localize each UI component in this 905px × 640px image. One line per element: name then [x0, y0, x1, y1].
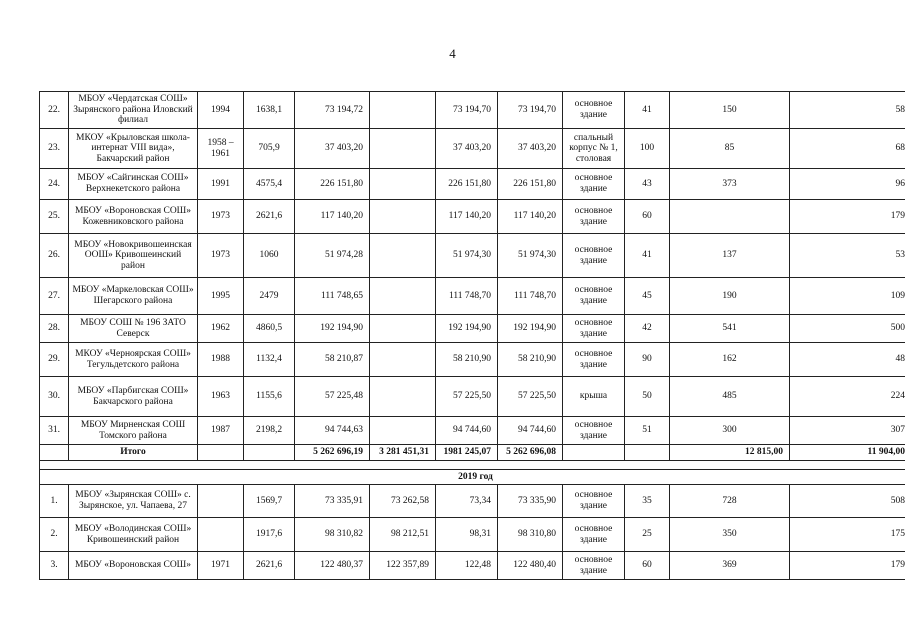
- cell-building-part: крыша: [563, 377, 625, 417]
- document-table: [39, 91, 905, 580]
- cell-area: 1917,6: [244, 518, 295, 552]
- cell-school-name: МБОУ «Парбигская СОШ» Бакчарского района: [69, 377, 198, 417]
- table-row: [40, 485, 905, 518]
- cell-student-count: 508: [790, 485, 905, 518]
- cell-school-name: МБОУ «Чердатская СОШ» Зырянского района Иловский филиал: [69, 92, 198, 129]
- cell-area: 2479: [244, 278, 295, 315]
- cell-year: 1991: [198, 169, 244, 200]
- cell-capacity: 485: [670, 377, 790, 417]
- cell-federal-funds: 73 262,58: [370, 485, 436, 518]
- cell-wear-percent: 45: [625, 278, 670, 315]
- cell-building-part: основное здание: [563, 417, 625, 445]
- cell-number: 26.: [40, 234, 69, 278]
- cell-year: 1988: [198, 343, 244, 377]
- cell-federal-funds: [370, 129, 436, 169]
- cell-building-part: основное здание: [563, 552, 625, 580]
- cell-capacity: 373: [670, 169, 790, 200]
- cell-student-count: 179: [790, 200, 905, 234]
- cell-area: 2198,2: [244, 417, 295, 445]
- cell-student-count: 68: [790, 129, 905, 169]
- cell-number: 22.: [40, 92, 69, 129]
- cell-school-name: МБОУ «Зырянская СОШ» с. Зырянское, ул. Чапаева, 27: [69, 485, 198, 518]
- cell-area: [244, 445, 295, 461]
- cell-building-part: основное здание: [563, 234, 625, 278]
- total-federal-funds: 3 281 451,31: [370, 445, 436, 461]
- cell-total-cost: 192 194,90: [295, 315, 370, 343]
- table-row: [40, 92, 905, 129]
- cell-building-part: основное здание: [563, 485, 625, 518]
- cell-wear-percent: 42: [625, 315, 670, 343]
- total-capacity: 12 815,00: [670, 445, 790, 461]
- cell-student-count: 175: [790, 518, 905, 552]
- cell-regional-funds: 226 151,80: [436, 169, 498, 200]
- cell-student-count: 48: [790, 343, 905, 377]
- cell-total-cost: 98 310,82: [295, 518, 370, 552]
- cell-year: 1962: [198, 315, 244, 343]
- total-cost: 5 262 696,19: [295, 445, 370, 461]
- cell-capacity: 369: [670, 552, 790, 580]
- cell-total-cost: 51 974,28: [295, 234, 370, 278]
- cell-number: 27.: [40, 278, 69, 315]
- cell-wear-percent: 90: [625, 343, 670, 377]
- cell-student-count: 53: [790, 234, 905, 278]
- cell-funds-sum: 98 310,80: [498, 518, 563, 552]
- table-row: [40, 169, 905, 200]
- cell-building-part: спальный корпус № 1, столовая: [563, 129, 625, 169]
- cell-area: 4575,4: [244, 169, 295, 200]
- cell-year: [198, 485, 244, 518]
- cell-school-name: МБОУ «Вороновская СОШ»: [69, 552, 198, 580]
- cell-capacity: 162: [670, 343, 790, 377]
- cell-number: 3.: [40, 552, 69, 580]
- cell-regional-funds: 58 210,90: [436, 343, 498, 377]
- cell-funds-sum: 57 225,50: [498, 377, 563, 417]
- cell-capacity: 541: [670, 315, 790, 343]
- cell-area: 1638,1: [244, 92, 295, 129]
- cell-federal-funds: [370, 343, 436, 377]
- cell-number: 31.: [40, 417, 69, 445]
- total-student-count: 11 904,00: [790, 445, 905, 461]
- cell-year: 1971: [198, 552, 244, 580]
- cell-total-cost: 122 480,37: [295, 552, 370, 580]
- blank-cell: [40, 461, 905, 470]
- table-row: [40, 315, 905, 343]
- cell-wear-percent: 43: [625, 169, 670, 200]
- cell-school-name: МБОУ Мирненская СОШ Томского района: [69, 417, 198, 445]
- cell-total-cost: 37 403,20: [295, 129, 370, 169]
- cell-student-count: 307: [790, 417, 905, 445]
- table-row: [40, 417, 905, 445]
- cell-funds-sum: 51 974,30: [498, 234, 563, 278]
- cell-wear-percent: 60: [625, 200, 670, 234]
- table-row: [40, 129, 905, 169]
- cell-number: 1.: [40, 485, 69, 518]
- cell-area: 2621,6: [244, 552, 295, 580]
- cell-funds-sum: 94 744,60: [498, 417, 563, 445]
- cell-funds-sum: 37 403,20: [498, 129, 563, 169]
- cell-funds-sum: 122 480,40: [498, 552, 563, 580]
- cell-federal-funds: [370, 169, 436, 200]
- cell-student-count: 500: [790, 315, 905, 343]
- cell-building-part: основное здание: [563, 92, 625, 129]
- table-row: [40, 234, 905, 278]
- cell-school-name: МБОУ «Сайгинская СОШ» Верхнекетского района: [69, 169, 198, 200]
- table-row: [40, 518, 905, 552]
- cell-number: 24.: [40, 169, 69, 200]
- cell-capacity: 137: [670, 234, 790, 278]
- cell-federal-funds: [370, 200, 436, 234]
- table-row: [40, 343, 905, 377]
- cell-building-part: основное здание: [563, 518, 625, 552]
- cell-total-cost: 94 744,63: [295, 417, 370, 445]
- cell-area: 4860,5: [244, 315, 295, 343]
- cell-wear-percent: 51: [625, 417, 670, 445]
- cell-wear-percent: 25: [625, 518, 670, 552]
- cell-capacity: 350: [670, 518, 790, 552]
- cell-funds-sum: 111 748,70: [498, 278, 563, 315]
- section-row: [40, 470, 905, 485]
- cell-year: [198, 518, 244, 552]
- cell-funds-sum: 58 210,90: [498, 343, 563, 377]
- cell-capacity: 150: [670, 92, 790, 129]
- total-funds-sum: 5 262 696,08: [498, 445, 563, 461]
- cell-federal-funds: [370, 92, 436, 129]
- cell-student-count: 109: [790, 278, 905, 315]
- cell-regional-funds: 73 194,70: [436, 92, 498, 129]
- cell-building-part: [563, 445, 625, 461]
- cell-area: 1569,7: [244, 485, 295, 518]
- cell-building-part: основное здание: [563, 278, 625, 315]
- cell-school-name: МБОУ СОШ № 196 ЗАТО Северск: [69, 315, 198, 343]
- table-row: [40, 278, 905, 315]
- cell-number: 25.: [40, 200, 69, 234]
- cell-funds-sum: 192 194,90: [498, 315, 563, 343]
- cell-capacity: 190: [670, 278, 790, 315]
- cell-funds-sum: 73 335,90: [498, 485, 563, 518]
- cell-capacity: 85: [670, 129, 790, 169]
- cell-year: 1995: [198, 278, 244, 315]
- total-regional-funds: 1981 245,07: [436, 445, 498, 461]
- cell-regional-funds: 111 748,70: [436, 278, 498, 315]
- cell-area: 1132,4: [244, 343, 295, 377]
- cell-regional-funds: 98,31: [436, 518, 498, 552]
- cell-school-name: МБОУ «Вороновская СОШ» Кожевниковского района: [69, 200, 198, 234]
- cell-year: 1958 – 1961: [198, 129, 244, 169]
- cell-student-count: 58: [790, 92, 905, 129]
- cell-capacity: 728: [670, 485, 790, 518]
- cell-regional-funds: 37 403,20: [436, 129, 498, 169]
- cell-number: 30.: [40, 377, 69, 417]
- cell-federal-funds: [370, 377, 436, 417]
- cell-total-cost: 73 194,72: [295, 92, 370, 129]
- cell-regional-funds: 57 225,50: [436, 377, 498, 417]
- table-row: [40, 200, 905, 234]
- cell-regional-funds: 117 140,20: [436, 200, 498, 234]
- blank-row: [40, 461, 905, 470]
- cell-area: 1155,6: [244, 377, 295, 417]
- cell-school-name: МБОУ «Новокривошеинская ООШ» Кривошеинский район: [69, 234, 198, 278]
- cell-regional-funds: 192 194,90: [436, 315, 498, 343]
- cell-wear-percent: 50: [625, 377, 670, 417]
- cell-funds-sum: 73 194,70: [498, 92, 563, 129]
- cell-number: 28.: [40, 315, 69, 343]
- cell-area: 705,9: [244, 129, 295, 169]
- cell-total-cost: 73 335,91: [295, 485, 370, 518]
- cell-capacity: 300: [670, 417, 790, 445]
- page-number: 4: [449, 46, 456, 61]
- cell-area: 2621,6: [244, 200, 295, 234]
- cell-building-part: основное здание: [563, 200, 625, 234]
- cell-year: 1987: [198, 417, 244, 445]
- cell-total-cost: 111 748,65: [295, 278, 370, 315]
- cell-student-count: 224: [790, 377, 905, 417]
- cell-number: 23.: [40, 129, 69, 169]
- cell-year: 1994: [198, 92, 244, 129]
- cell-capacity: [670, 200, 790, 234]
- cell-wear-percent: 100: [625, 129, 670, 169]
- cell-school-name: МКОУ «Черноярская СОШ» Тегульдетского района: [69, 343, 198, 377]
- cell-area: 1060: [244, 234, 295, 278]
- cell-funds-sum: 117 140,20: [498, 200, 563, 234]
- cell-federal-funds: [370, 315, 436, 343]
- cell-total-cost: 57 225,48: [295, 377, 370, 417]
- cell-building-part: основное здание: [563, 169, 625, 200]
- cell-federal-funds: [370, 234, 436, 278]
- cell-wear-percent: 60: [625, 552, 670, 580]
- section-title: 2019 год: [40, 470, 905, 485]
- cell-wear-percent: 35: [625, 485, 670, 518]
- cell-number: 2.: [40, 518, 69, 552]
- cell-year: 1973: [198, 234, 244, 278]
- cell-federal-funds: 98 212,51: [370, 518, 436, 552]
- cell-funds-sum: 226 151,80: [498, 169, 563, 200]
- cell-school-name: МБОУ «Маркеловская СОШ» Шегарского района: [69, 278, 198, 315]
- cell-wear-percent: 41: [625, 234, 670, 278]
- cell-federal-funds: [370, 278, 436, 315]
- cell-school-name: МБОУ «Володинская СОШ» Кривошеинский район: [69, 518, 198, 552]
- table-body: [40, 92, 905, 580]
- cell-federal-funds: [370, 417, 436, 445]
- cell-year: 1973: [198, 200, 244, 234]
- table-row: [40, 377, 905, 417]
- total-row: [40, 445, 905, 461]
- cell-number: [40, 445, 69, 461]
- total-label: Итого: [69, 445, 198, 461]
- table-row: [40, 552, 905, 580]
- cell-number: 29.: [40, 343, 69, 377]
- cell-total-cost: 117 140,20: [295, 200, 370, 234]
- cell-year: 1963: [198, 377, 244, 417]
- cell-regional-funds: 94 744,60: [436, 417, 498, 445]
- cell-total-cost: 58 210,87: [295, 343, 370, 377]
- cell-year: [198, 445, 244, 461]
- cell-wear-percent: [625, 445, 670, 461]
- cell-federal-funds: 122 357,89: [370, 552, 436, 580]
- cell-regional-funds: 122,48: [436, 552, 498, 580]
- cell-regional-funds: 51 974,30: [436, 234, 498, 278]
- cell-wear-percent: 41: [625, 92, 670, 129]
- cell-student-count: 179: [790, 552, 905, 580]
- cell-school-name: МКОУ «Крыловская школа-интернат VIII вида», Бакчарский район: [69, 129, 198, 169]
- cell-total-cost: 226 151,80: [295, 169, 370, 200]
- cell-student-count: 96: [790, 169, 905, 200]
- cell-regional-funds: 73,34: [436, 485, 498, 518]
- cell-building-part: основное здание: [563, 315, 625, 343]
- cell-building-part: основное здание: [563, 343, 625, 377]
